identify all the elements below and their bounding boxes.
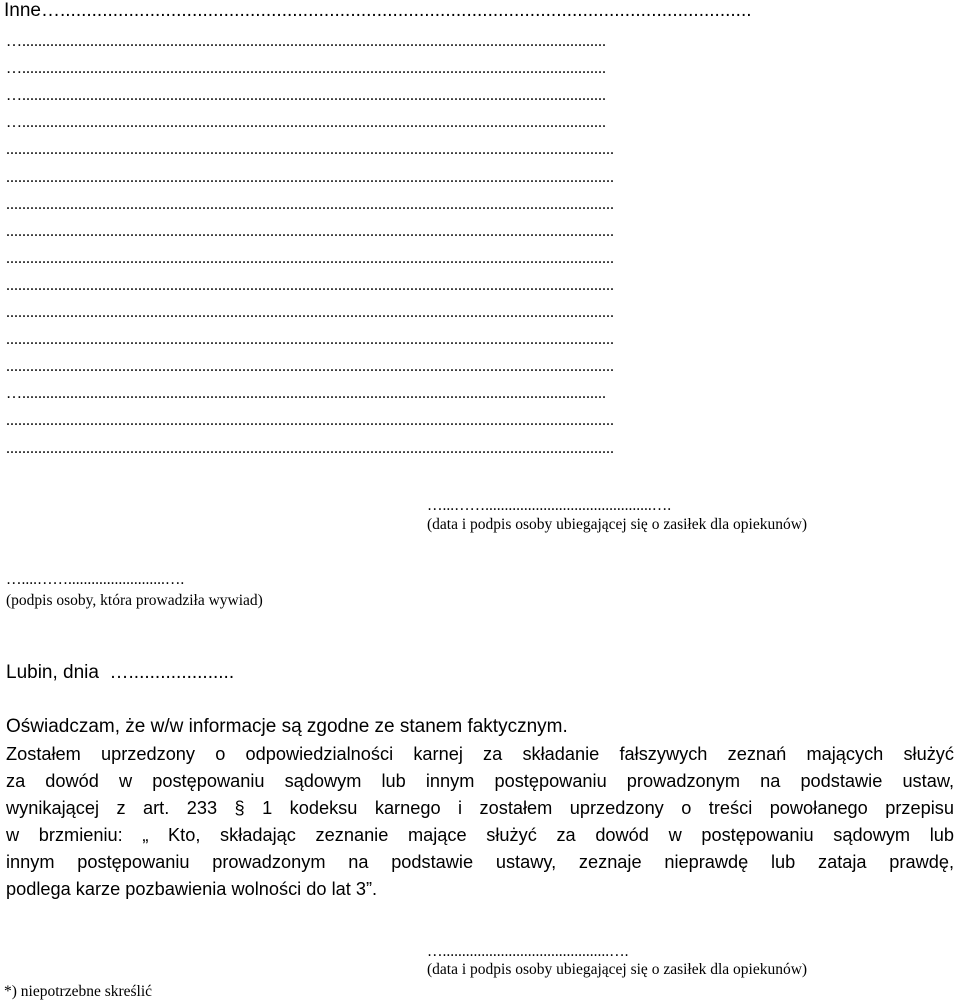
dotted-line: ........................................................................................................................................................ (6, 168, 614, 186)
place-date-line: Lubin, dnia ….................... (6, 662, 235, 683)
declaration-paragraph (6, 741, 954, 903)
dotted-line: ........................................................................................................................................................ (6, 222, 614, 240)
footnote: *) niepotrzebne skreślić (4, 983, 153, 1000)
interviewer-signature-caption: (podpis osoby, która prowadziła wywiad) (6, 592, 263, 609)
dotted-line: ….................................................................................................................................................. (6, 87, 606, 105)
dotted-line: ........................................................................................................................................................ (6, 141, 614, 159)
dotted-line: ........................................................................................................................................................ (6, 439, 614, 457)
declaration-line: Zostałem uprzedzony o odpowiedzialności karnej za składanie fałszywych zeznań mających służyć (6, 744, 954, 764)
dotted-line: ........................................................................................................................................................ (6, 304, 614, 321)
dotted-line: ….................................................................................................................................................. (6, 385, 606, 403)
declaration-line: w brzmieniu: „ Kto, składając zeznanie mające służyć za dowód w postępowaniu sądowym lub (6, 825, 954, 845)
signature-dots-bottom: …...........................................…. (427, 943, 629, 960)
declaration-statement: Oświadczam, że w/w informacje są zgodne ze stanem faktycznym. (6, 716, 568, 737)
dotted-line: ........................................................................................................................................................ (6, 195, 614, 213)
declaration-line: innym postępowaniu prowadzonym na podstawie ustawy, zeznaje nieprawdę lub zataja prawdę, (6, 852, 954, 872)
signature-dots-top: …...……...........................................…. (427, 497, 672, 514)
dotted-line: ........................................................................................................................................................ (6, 276, 614, 294)
declaration-line: podlega karze pozbawienia wolności do lat 3”. (6, 879, 378, 899)
signature-caption-bottom: (data i podpis osoby ubiegającej się o zasiłek dla opiekunów) (427, 961, 808, 978)
dotted-line: ........................................................................................................................................................ (6, 412, 614, 430)
dotted-line: ........................................................................................................................................................ (6, 331, 614, 349)
dotted-line: ….................................................................................................................................................. (6, 114, 606, 132)
dotted-line: ….................................................................................................................................................. (6, 33, 606, 50)
declaration-line: za dowód w postępowaniu sądowym lub innym postępowaniu prowadzonym na podstawie ustaw, (6, 771, 954, 791)
dotted-line: ….................................................................................................................................................. (6, 60, 606, 78)
interviewer-signature-dots: …....…….........................…. (6, 571, 185, 588)
dotted-line: ........................................................................................................................................................ (6, 358, 614, 376)
dotted-line: ........................................................................................................................................................ (6, 249, 614, 267)
other-label: Inne…................................................................................................................................... (4, 0, 752, 21)
declaration-line: wynikającej z art. 233 § 1 kodeksu karnego i zostałem uprzedzony o treści powołanego przepisu (6, 798, 954, 818)
signature-caption-top: (data i podpis osoby ubiegającej się o zasiłek dla opiekunów) (427, 516, 808, 533)
